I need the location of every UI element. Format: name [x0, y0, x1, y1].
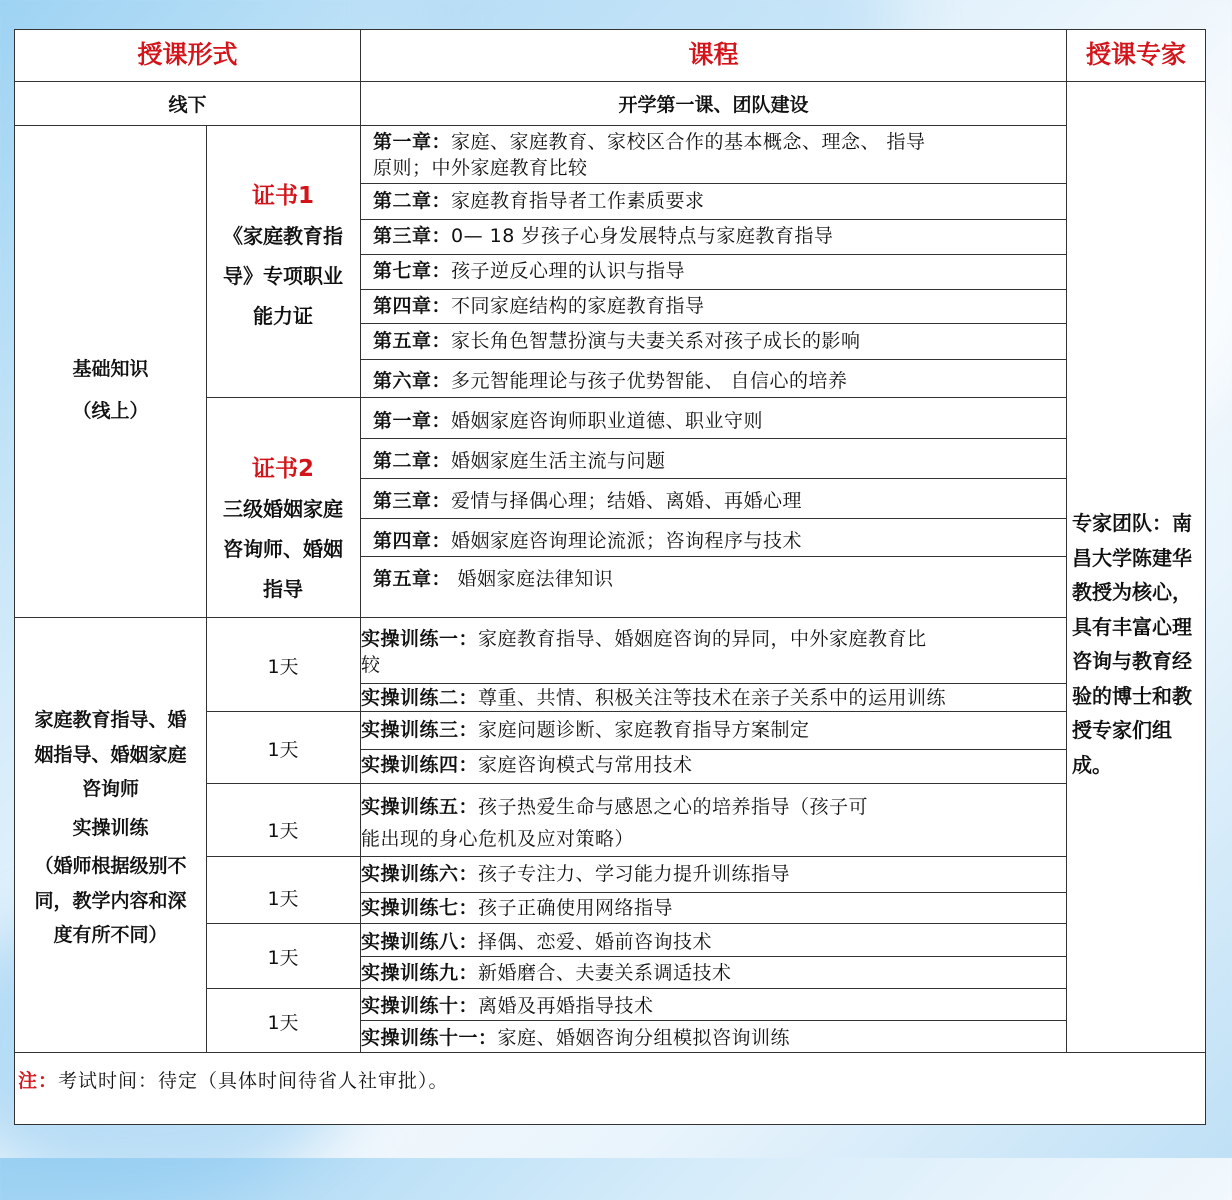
- chapter-label: 第五章：: [373, 330, 452, 352]
- practice-label: 实操训练一：: [361, 628, 479, 650]
- cert1-name-line: 导》专项职业: [223, 264, 343, 288]
- practice-item: [361, 895, 673, 921]
- practice-title-line: 咨询师: [81, 778, 139, 800]
- grid-line: [206, 783, 1066, 784]
- cert1-chapter: [373, 258, 685, 284]
- grid-line: [360, 683, 1066, 684]
- grid-line: [1066, 30, 1067, 1052]
- cert2-chapter: [373, 408, 763, 434]
- practice-item: [361, 752, 693, 778]
- chapter-label: 第四章：: [373, 295, 452, 317]
- chapter-text: 家庭、家庭教育、家校区合作的基本概念、理念、 指导: [451, 131, 926, 153]
- cert2-name-line: 咨询师、婚姻: [223, 537, 343, 561]
- grid-line: [360, 556, 1066, 557]
- chapter-text: 孩子逆反心理的认识与指导: [451, 260, 686, 282]
- cert1-name-line: 《家庭教育指: [223, 224, 343, 248]
- practice-days: 1天: [267, 1012, 299, 1034]
- grid-line: [360, 183, 1066, 184]
- chapter-label: 第二章：: [373, 450, 452, 472]
- chapter-text: 原则；中外家庭教育比较: [373, 157, 588, 179]
- practice-label: 实操训练九：: [361, 962, 479, 984]
- grid-line: [206, 856, 1066, 857]
- practice-days: 1天: [267, 888, 299, 910]
- practice-days: 1天: [267, 656, 299, 678]
- practice-title-line: 实操训练: [72, 816, 149, 839]
- chapter-label: 第三章：: [373, 225, 452, 247]
- practice-title-line: 姻指导、婚姻家庭: [34, 743, 187, 766]
- intro-format: 线下: [168, 94, 207, 116]
- cert1-chapter: [373, 293, 705, 319]
- practice-text: 孩子热爱生命与感恩之心的培养指导（孩子可: [478, 796, 869, 818]
- cert1-chapter: [373, 223, 833, 249]
- grid-line: [15, 81, 1205, 82]
- cert1-block: [207, 176, 359, 336]
- practice-label: 实操训练四：: [361, 754, 479, 776]
- grid-line: [360, 359, 1066, 360]
- practice-text: 能出现的身心危机及应对策略）: [361, 828, 635, 850]
- practice-label: 实操训练二：: [361, 687, 479, 709]
- practice-text: 家庭问题诊断、家庭教育指导方案制定: [478, 719, 810, 741]
- practice-item: [361, 626, 927, 678]
- practice-text: 择偶、恋爱、婚前咨询技术: [478, 931, 713, 953]
- chapter-label: 第六章：: [373, 370, 452, 392]
- grid-line: [360, 892, 1066, 893]
- chapter-text: 家庭教育指导者工作素质要求: [451, 190, 705, 212]
- chapter-label: 第一章：: [373, 131, 452, 153]
- header-format: 授课形式: [137, 40, 238, 69]
- grid-line: [206, 397, 1066, 398]
- basic-subtitle: （线上）: [72, 400, 149, 422]
- grid-line: [15, 1052, 1205, 1053]
- chapter-text: 婚姻家庭法律知识: [451, 568, 614, 590]
- practice-item: [361, 791, 868, 855]
- basic-title: 基础知识: [72, 358, 149, 380]
- practice-item: [361, 1025, 790, 1051]
- practice-title-line: 同，教学内容和深: [34, 889, 187, 912]
- grid-line: [360, 518, 1066, 519]
- grid-line: [360, 219, 1066, 220]
- practice-text: 家庭咨询模式与常用技术: [478, 754, 693, 776]
- grid-line: [206, 923, 1066, 924]
- course-table: [14, 29, 1206, 1125]
- grid-line: [360, 749, 1066, 750]
- grid-line: [206, 711, 1066, 712]
- note-label: 注：: [18, 1070, 59, 1092]
- note-text: 考试时间：待定（具体时间待省人社审批）。: [58, 1070, 449, 1092]
- chapter-label: 第七章：: [373, 260, 452, 282]
- practice-days: 1天: [267, 739, 299, 761]
- practice-item: [361, 861, 790, 887]
- practice-label: 实操训练十：: [361, 995, 479, 1017]
- cert1-chapter: [373, 328, 861, 354]
- practice-days: 1天: [267, 820, 299, 842]
- chapter-text: 多元智能理论与孩子优势智能、 自信心的培养: [451, 370, 848, 392]
- practice-label: 实操训练十一：: [361, 1027, 498, 1049]
- grid-line: [206, 988, 1066, 989]
- grid-line: [360, 438, 1066, 439]
- header-expert: 授课专家: [1085, 40, 1186, 69]
- practice-title-line: 度有所不同）: [53, 924, 168, 946]
- practice-title: [15, 703, 206, 953]
- header-course: 课程: [688, 40, 739, 69]
- practice-text: 家庭教育指导、婚姻庭咨询的异同，中外家庭教育比: [478, 628, 927, 650]
- practice-text: 离婚及再婚指导技术: [478, 995, 654, 1017]
- intro-course: 开学第一课、团队建设: [618, 94, 809, 116]
- cert1-badge: 证书1: [251, 183, 314, 209]
- grid-line: [15, 617, 1066, 618]
- grid-line: [15, 125, 1066, 126]
- practice-title-line: （婚师根据级别不: [34, 855, 187, 877]
- chapter-text: 婚姻家庭咨询理论流派；咨询程序与技术: [451, 530, 803, 552]
- practice-text: 家庭、婚姻咨询分组模拟咨询训练: [497, 1027, 791, 1049]
- cert2-chapter: [373, 528, 802, 554]
- practice-text: 孩子专注力、学习能力提升训练指导: [478, 863, 791, 885]
- practice-label: 实操训练七：: [361, 897, 479, 919]
- exam-note: [18, 1066, 449, 1093]
- chapter-text: 婚姻家庭生活主流与问题: [451, 450, 666, 472]
- cert2-block: [207, 449, 359, 609]
- chapter-label: 第四章：: [373, 530, 452, 552]
- practice-item: [361, 929, 712, 955]
- cert2-chapter: [373, 488, 802, 514]
- grid-line: [360, 1020, 1066, 1021]
- chapter-label: 第三章：: [373, 490, 452, 512]
- practice-item: [361, 717, 810, 743]
- practice-days: 1天: [267, 947, 299, 969]
- cert1-chapter: [373, 188, 705, 214]
- cert2-name-line: 三级婚姻家庭: [223, 497, 343, 521]
- chapter-text: 家长角色智慧扮演与夫妻关系对孩子成长的影响: [451, 330, 861, 352]
- cert1-name-line: 能力证: [253, 304, 313, 328]
- grid-line: [360, 254, 1066, 255]
- chapter-text: 婚姻家庭咨询师职业道德、职业守则: [451, 410, 764, 432]
- cert2-badge: 证书2: [251, 456, 314, 482]
- cert1-chapter: [373, 129, 926, 181]
- grid-line: [360, 323, 1066, 324]
- practice-text: 尊重、共情、积极关注等技术在亲子关系中的运用训练: [478, 687, 947, 709]
- practice-label: 实操训练三：: [361, 719, 479, 741]
- chapter-label: 第二章：: [373, 190, 452, 212]
- chapter-label: 第五章：: [373, 568, 452, 590]
- chapter-label: 第一章：: [373, 410, 452, 432]
- practice-text: 新婚磨合、夫妻关系调适技术: [478, 962, 732, 984]
- cert2-chapter: [373, 566, 614, 592]
- cert2-name-line: 指导: [263, 577, 303, 601]
- practice-text: 较: [361, 654, 381, 676]
- chapter-text: 0— 18 岁孩子心身发展特点与家庭教育指导: [451, 225, 834, 247]
- expert-team: 专家团队：南昌大学陈建华教授为核心，具有丰富心理咨询与教育经验的博士和教授专家们组成。: [1072, 511, 1192, 777]
- practice-title-line: 家庭教育指导、婚: [34, 709, 187, 731]
- practice-label: 实操训练六：: [361, 863, 479, 885]
- grid-line: [360, 956, 1066, 957]
- practice-label: 实操训练八：: [361, 931, 479, 953]
- chapter-text: 不同家庭结构的家庭教育指导: [451, 295, 705, 317]
- practice-text: 孩子正确使用网络指导: [478, 897, 674, 919]
- cert2-chapter: [373, 448, 666, 474]
- chapter-text: 爱情与择偶心理；结婚、离婚、再婚心理: [451, 490, 803, 512]
- practice-label: 实操训练五：: [361, 796, 479, 818]
- practice-item: [361, 993, 654, 1019]
- practice-item: [361, 960, 732, 986]
- grid-line: [360, 289, 1066, 290]
- cert1-chapter: [373, 368, 848, 394]
- grid-line: [360, 478, 1066, 479]
- practice-item: [361, 685, 946, 711]
